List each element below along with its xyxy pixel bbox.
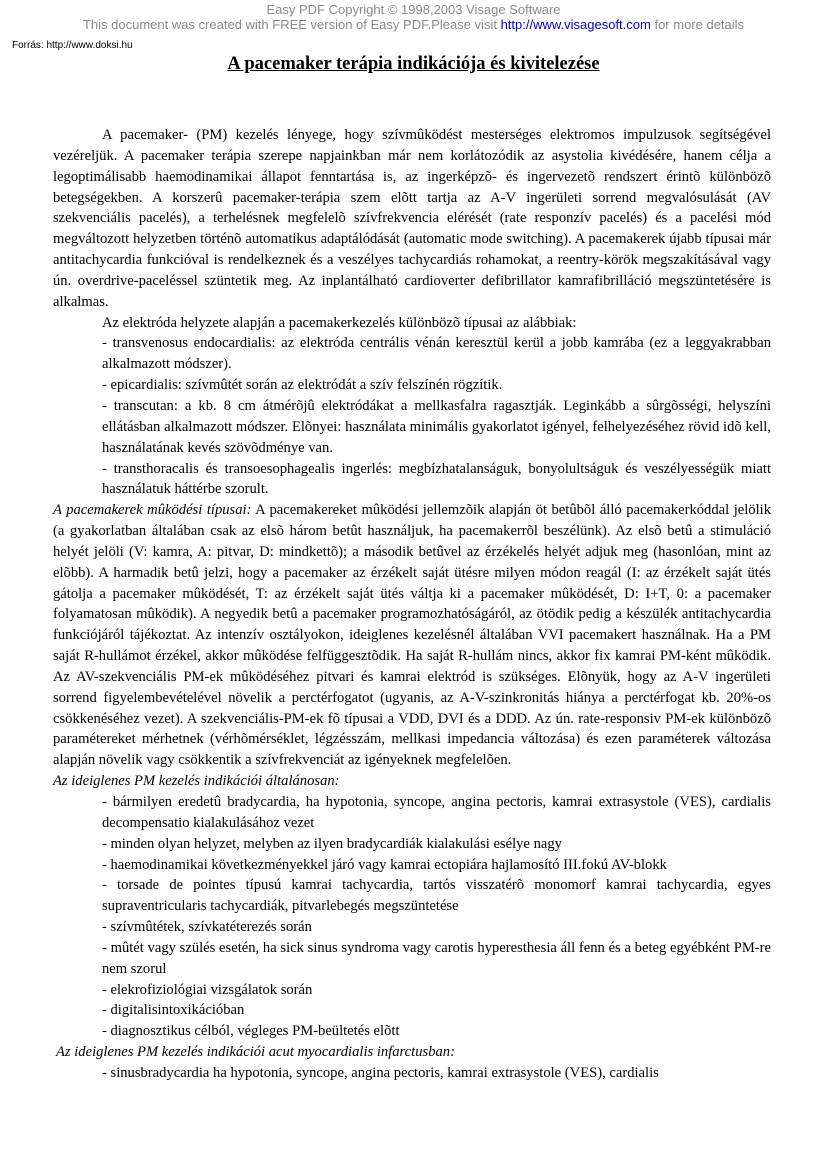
types-heading: A pacemakerek mûködési típusai: bbox=[53, 502, 252, 519]
general-indications-heading: Az ideiglenes PM kezelés indikációi általánosan: bbox=[53, 773, 340, 790]
list-item: - mûtét vagy szülés esetén, ha sick sinus syndroma vagy carotis hyperesthesia áll fenn és a beteg egyébként PM-re nem szorul bbox=[102, 939, 771, 977]
watermark-notice-prefix: This document was created with FREE version of Easy PDF.Please visit bbox=[82, 17, 501, 32]
watermark bbox=[0, 2, 827, 32]
list-item: - bármilyen eredetû bradycardia, ha hypotonia, syncope, angina pectoris, kamrai extrasystole (VES), cardialis decompensatio kialakulásához vezet bbox=[102, 794, 771, 831]
types-text: A pacemakereket mûködési jellemzõik alapján öt betûbõl álló pacemakerkóddal jelölik (a gyakorlatban általában csak az elsõ három betût használjuk, ha pacemakerrõl beszélünk). Az elsõ betû a stimuláció helyét jelöli (V: kamra, A: pitvar, D: mindkettõ); a második betûvel az érzékelés helyét adjuk meg (hasonlóan, mint az elõbb). A harmadik betû jelzi, hogy a pacemaker az érzékelt saját ütésre milyen módon reagál (I: az érzékelt saját ütés gátolja a pacemaker mûködését, T: az érzékelt saját ütés váltja ki a pacemaker mûködését, D: I+T, 0: a pacemaker folyamatosan mûködik). A negyedik betû a pacemaker programozhatóságáról, az ötödik pedig a készülék antitachycardia funkciójáról tájékoztat. Az intenzív osztályokon, ideiglenes kezelésnél általában VVI pacemakert használnak. Ha a PM saját R-hullámot érzékel, akkor mûködése felfüggesztõdik. Ha saját R-hullám nincs, akkor fix kamrai PM-ként mûködik. Az AV-szekvenciális PM-ek mûködéséhez pitvari és kamrai elektród is szükséges. Elõnyük, hogy az A-V ingerületi sorrend figyelembevételével növelik a perctérfogatot (ugyanis, az A-V-szinkronitás hiánya a perctérfogat kb. 20%-os csökkenéséhez vezet). A szekvenciális-PM-ek fõ típusai a VDD, DVI és a DDD. Az ún. rate-responsiv PM-ek különbözõ paramétereket mérhetnek (vérhõmérséklet, légzésszám, mellkasi impedancia változása) és ezen paraméterek változása alapján növelik vagy csökkentik a szívfrekvenciát az igényeknek megfelelõen. bbox=[53, 502, 771, 769]
electrode-intro: Az elektróda helyzete alapján a pacemakerkezelés különbözõ típusai az alábbiak: bbox=[102, 314, 577, 331]
intro-paragraph: A pacemaker- (PM) kezelés lényege, hogy szívmûködést mesterséges elektromos impulzusok segítségével vezéreljük. A pacemaker terápia szerepe napjainkban már nem korlátozódik az asystolia kivédésére, hanem célja a legoptimálisabb haemodinamikai állapot fenntartása is, az ingerképzõ- és ingervezetõ rendszert érintõ különbözõ betegségekben. A korszerû pacemaker-terápia szem elõtt tartja az A-V ingerületi sorrend megvalósulását (AV szekvenciális pacelés), a terhelésnek megfelelõ szívfrekvencia elérését (rate responzív pacelés) és a pacelési mód megváltozott helyzetben történõ automatikus adaptálódását (automatic mode switching). A pacemakerek újabb típusai már antitachycardia funkcióval is rendelkeznek és a veszélyes tachycardiás rohamokat, a reentry-körök megszakításával vagy ún. overdrive-paceléssel szüntetik meg. Az inplantálható cardioverter defibrillator kamrafibrilláció megszüntetésére is alkalmas. bbox=[53, 127, 771, 310]
document-body bbox=[53, 125, 771, 1084]
list-item: - digitalisintoxikációban bbox=[102, 1002, 245, 1019]
list-item: - elekrofiziológiai vizsgálatok során bbox=[102, 981, 313, 998]
mi-indications-heading: Az ideiglenes PM kezelés indikációi acut myocardialis infarctusban: bbox=[56, 1044, 455, 1061]
list-item: - minden olyan helyzet, melyben az ilyen bradycardiák kialakulási esélye nagy bbox=[102, 835, 562, 852]
list-item: - transvenosus endocardialis: az elektróda centrális vénán keresztül kerül a jobb kamrába (ez a leggyakrabban alkalmazott módszer). bbox=[102, 335, 771, 373]
list-item: - torsade de pointes típusú kamrai tachycardia, tartós visszatérõ monomorf kamrai tachycardia, egyes supraventricularis tachycardiák, pitvarlebegés megszüntetése bbox=[102, 877, 771, 915]
watermark-copyright: Easy PDF Copyright © 1998,2003 Visage Software bbox=[266, 2, 561, 17]
types-paragraph bbox=[53, 500, 771, 771]
list-item: - szívmûtétek, szívkatéterezés során bbox=[102, 919, 312, 936]
list-item: - haemodinamikai következményekkel járó vagy kamrai ectopiára hajlamosító III.fokú AV-blokk bbox=[102, 856, 667, 873]
list-item: - diagnosztikus célból, végleges PM-beültetés elõtt bbox=[102, 1023, 400, 1040]
watermark-link[interactable]: http://www.visagesoft.com bbox=[500, 17, 651, 32]
list-item: - transthoracalis és transoesophagealis ingerlés: megbízhatalanságuk, bonyolultságuk és veszélyességük miatt használatuk háttérbe szorult. bbox=[102, 460, 771, 498]
watermark-notice-suffix: for more details bbox=[650, 17, 745, 32]
source-label: Forrás: http://www.doksi.hu bbox=[12, 40, 133, 51]
list-item: - sinusbradycardia ha hypotonia, syncope, angina pectoris, kamrai extrasystole (VES), cardialis bbox=[102, 1064, 659, 1081]
list-item: - epicardialis: szívmûtét során az elektródát a szív felszínén rögzítik. bbox=[102, 377, 503, 394]
watermark-notice bbox=[0, 17, 827, 32]
list-item: - transcutan: a kb. 8 cm átmérõjû elektródákat a mellkasfalra ragasztják. Leginkább a sûrgõsségi, helyszíni ellátásban alkalmazott módszer. Elõnyei: használata minimális gyakorlatot igényel, felhelyezéséhez rövid idõ kell, használatának kevés szövõdménye van. bbox=[102, 397, 771, 456]
page-title: A pacemaker terápia indikációja és kivitelezése bbox=[227, 54, 600, 74]
